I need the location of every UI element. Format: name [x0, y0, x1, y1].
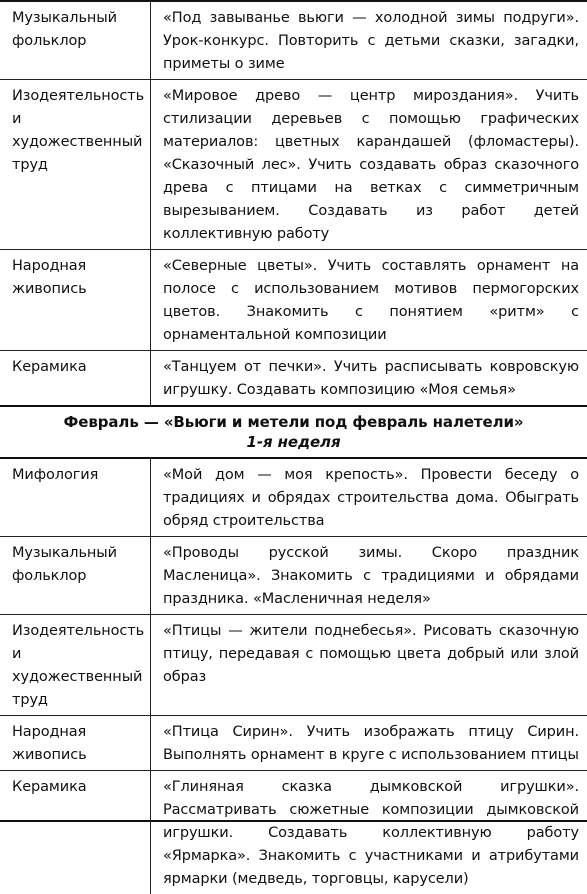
subject-cell: Музыкальный фольклор [0, 2, 151, 80]
table-row [0, 2, 587, 80]
content-cell: «Птицы — жители поднебесья». Рисовать сказочную птицу, передавая с помощью цвета добрый или злой образ [151, 615, 587, 716]
content-cell: «Танцуем от печки». Учить расписывать ковровскую игрушку. Создавать композицию «Моя семья» [151, 351, 587, 407]
subject-cell: Мифология [0, 458, 151, 537]
content-cell: «Северные цветы». Учить составлять орнамент на полосе с использованием мотивов пермогорских цветов. Знакомить с понятием «ритм» с орнаментальной композиции [151, 250, 587, 351]
table-row [0, 250, 587, 351]
table-row [0, 351, 587, 407]
table-row [0, 458, 587, 537]
content-cell: «Проводы русской зимы. Скоро праздник Масленица». Знакомить с традициями и обрядами праздника. «Масленичная неделя» [151, 537, 587, 615]
content-cell: «Под завыванье вьюги — холодной зимы подруги». Урок-конкурс. Повторить с детьми сказки, загадки, приметы о зиме [151, 2, 587, 80]
table-row [0, 615, 587, 716]
week-label: 1-я неделя [8, 432, 579, 452]
subject-cell: Керамика [0, 351, 151, 407]
table-row [0, 537, 587, 615]
table-row [0, 80, 587, 250]
month-title: Февраль — «Вьюги и метели под февраль налетели» [64, 413, 524, 431]
subject-cell: Изодеятельность и художественный труд [0, 80, 151, 250]
month-header-cell [0, 406, 587, 458]
content-cell: «Птица Сирин». Учить изображать птицу Сирин. Выполнять орнамент в круге с использованием птицы [151, 716, 587, 771]
subject-cell: Изодеятельность и художественный труд [0, 615, 151, 716]
lesson-plan-table [0, 2, 587, 894]
subject-cell: Керамика [0, 771, 151, 894]
content-cell: «Мировое древо — центр мироздания». Учить стилизации деревьев с помощью графических материалов: цветных карандашей (фломастеры). «Сказочный лес». Учить создавать образ сказочного древа с птицами на ветках с симметричным вырезыванием. Создавать из работ детей коллективную работу [151, 80, 587, 250]
content-cell: «Глиняная сказка дымковской игрушки». Рассматривать сюжетные композиции дымковской игрушки. Создавать коллективную работу «Ярмарка». Знакомить с участниками и атрибутами ярмарки (медведь, торговцы, карусели) [151, 771, 587, 894]
table-row [0, 716, 587, 771]
table-row [0, 771, 587, 894]
subject-cell: Музыкальный фольклор [0, 537, 151, 615]
content-cell: «Мой дом — моя крепость». Провести беседу о традициях и обрядах строительства дома. Обыграть обряд строительства [151, 458, 587, 537]
month-header-row [0, 406, 587, 458]
subject-cell: Народная живопись [0, 250, 151, 351]
subject-cell: Народная живопись [0, 716, 151, 771]
